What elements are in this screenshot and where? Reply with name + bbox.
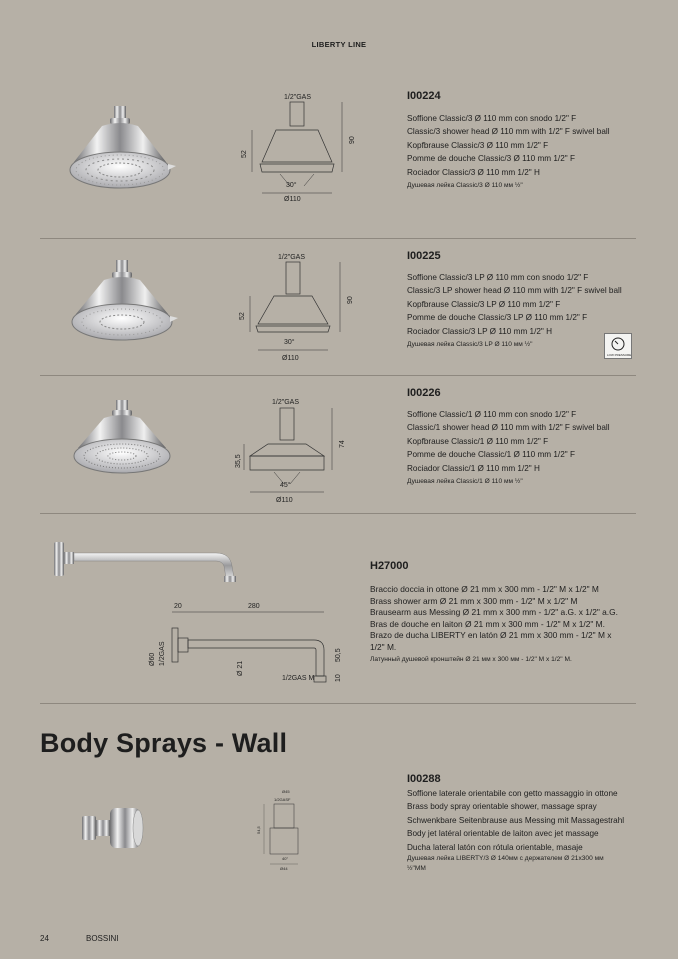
desc-es: Brazo de ducha LIBERTY en latón Ø 21 mm x 300 mm - 1/2" M x xyxy=(370,630,612,641)
desc-fr: Pomme de douche Classic/3 Ø 110 mm 1/2" F xyxy=(407,154,575,164)
dim-angle: 40° xyxy=(282,856,289,861)
technical-drawing-h27000 xyxy=(136,598,352,686)
technical-drawing-i00226 xyxy=(228,394,358,506)
product-code: I00226 xyxy=(407,387,441,399)
dim-top: Ø45 xyxy=(282,789,290,794)
dim-angle: 30° xyxy=(286,182,297,189)
dim-h1: 35,5 xyxy=(235,454,242,468)
technical-drawing-i00288 xyxy=(248,786,328,874)
desc-es-cont: 1/2" M. xyxy=(370,641,397,652)
dim-h1: 52 xyxy=(241,150,248,158)
desc-ru: Душевая лейка Classic/3 Ø 110 мм ½" xyxy=(407,182,523,190)
gauge-icon xyxy=(605,334,631,358)
desc-de: Kopfbrause Classic/1 Ø 110 mm 1/2" F xyxy=(407,436,549,446)
dim-gas: 1/2"GAS xyxy=(278,254,305,261)
divider xyxy=(40,375,636,376)
dim-20: 20 xyxy=(174,603,182,610)
desc-es: Rociador Classic/3 Ø 110 mm 1/2" H xyxy=(407,167,540,177)
desc-it: Braccio doccia in ottone Ø 21 mm x 300 mm - 1/2" M x 1/2" M xyxy=(370,584,599,594)
desc-ru: Душевая лейка LIBERTY/3 Ø 140мм с держателем Ø 21х300 мм xyxy=(407,855,604,863)
desc-it: Soffione Classic/3 Ø 110 mm con snodo 1/2" F xyxy=(407,114,577,123)
desc-ru-cont: ½"ММ xyxy=(407,865,426,873)
desc-it: Soffione laterale orientabile con getto massaggio in ottone xyxy=(407,789,618,798)
dim-dia: Ø44 xyxy=(280,866,288,871)
dim-dia: Ø110 xyxy=(276,497,293,504)
brand-name: BOSSINI xyxy=(86,934,119,943)
line-title: LIBERTY LINE xyxy=(311,40,367,49)
desc-en: Classic/3 LP shower head Ø 110 mm with 1/2" F swivel ball xyxy=(407,286,622,296)
dim-gas-vertical: 1/2GAS xyxy=(159,641,166,666)
dim-gas: 1/2"GAS xyxy=(284,94,311,101)
dim-h: 54,5 xyxy=(256,826,261,834)
technical-drawing-i00224 xyxy=(228,90,358,208)
product-code: I00288 xyxy=(407,773,441,785)
dim-h1: 52 xyxy=(239,312,246,320)
product-description xyxy=(407,271,622,351)
desc-en: Brass shower arm Ø 21 mm x 300 mm - 1/2" M x 1/2" M xyxy=(370,595,578,606)
desc-ru: Душевая лейка Classic/3 LP Ø 110 мм ½" xyxy=(407,341,533,349)
dim-h2: 74 xyxy=(339,440,346,448)
dim-angle: 30° xyxy=(284,339,295,346)
shower-arm-image xyxy=(44,536,244,586)
divider xyxy=(40,703,636,704)
desc-it: Soffione Classic/3 LP Ø 110 mm con snodo 1/2" F xyxy=(407,273,589,282)
dim-h2: 90 xyxy=(347,296,354,304)
desc-en: Brass body spray orientable shower, massage spray xyxy=(407,802,597,812)
desc-es: Rociador Classic/1 Ø 110 mm 1/2" H xyxy=(407,463,540,473)
dim-gas-m: 1/2GAS M xyxy=(282,675,315,682)
desc-it: Soffione Classic/1 Ø 110 mm con snodo 1/2" F xyxy=(407,410,577,419)
product-description xyxy=(407,112,610,192)
page-number: 24 xyxy=(40,934,49,943)
dim-h2: 90 xyxy=(349,136,356,144)
dim-gas: 1/2"GAS xyxy=(272,399,299,406)
desc-es: Rociador Classic/3 LP Ø 110 mm 1/2" H xyxy=(407,326,553,336)
desc-ru: Душевая лейка Classic/1 Ø 110 мм ½" xyxy=(407,478,523,486)
desc-es: Ducha lateral latón con rótula orientable, masaje xyxy=(407,842,583,852)
dim-280: 280 xyxy=(248,603,260,610)
product-code: I00224 xyxy=(407,90,441,102)
product-description xyxy=(407,408,610,488)
desc-ru: Латунный душевой кронштейн Ø 21 мм х 300 мм - 1/2" М х 1/2" М. xyxy=(370,655,572,663)
low-pressure-label: LOW PRESSURE xyxy=(607,353,631,357)
dim-60: Ø60 xyxy=(149,652,156,666)
desc-fr: Bras de douche en laiton Ø 21 mm x 300 mm - 1/2" M x 1/2" M. xyxy=(370,618,605,629)
low-pressure-badge xyxy=(604,333,632,359)
product-code: I00225 xyxy=(407,250,441,262)
section-title: Body Sprays - Wall xyxy=(40,728,288,758)
shower-head-classic1-image xyxy=(64,398,184,480)
dim-gas: 1/2GASF xyxy=(274,797,291,802)
divider xyxy=(40,513,636,514)
dim-21: Ø 21 xyxy=(237,660,244,676)
desc-fr: Body jet latéral orientable de laiton avec jet massage xyxy=(407,829,599,839)
shower-head-classic3-image xyxy=(62,104,182,196)
dim-dia: Ø110 xyxy=(284,196,301,203)
product-description xyxy=(407,787,624,874)
dim-angle: 45° xyxy=(280,482,291,489)
shower-head-classic3-lp-image xyxy=(64,258,184,348)
body-spray-image xyxy=(78,800,148,856)
desc-de: Kopfbrause Classic/3 LP Ø 110 mm 1/2" F xyxy=(407,299,561,309)
desc-fr: Pomme de douche Classic/1 Ø 110 mm 1/2" F xyxy=(407,450,575,460)
dim-10: 10 xyxy=(335,674,342,682)
product-code: H27000 xyxy=(370,560,409,572)
dim-50: 50,5 xyxy=(335,648,342,662)
desc-de: Kopfbrause Classic/3 Ø 110 mm 1/2" F xyxy=(407,140,549,150)
dim-dia: Ø110 xyxy=(282,355,299,362)
product-description xyxy=(370,584,618,665)
desc-en: Classic/3 shower head Ø 110 mm with 1/2" F swivel ball xyxy=(407,127,610,137)
divider xyxy=(40,238,636,239)
desc-en: Classic/1 shower head Ø 110 mm with 1/2" F swivel ball xyxy=(407,423,610,433)
desc-de: Schwenkbare Seitenbrause aus Messing mit Massagestrahl xyxy=(407,815,625,825)
technical-drawing-i00225 xyxy=(228,250,358,366)
desc-fr: Pomme de douche Classic/3 LP Ø 110 mm 1/2" F xyxy=(407,313,588,323)
desc-de: Brausearm aus Messing Ø 21 mm x 300 mm - 1/2" a.G. x 1/2" a.G. xyxy=(370,607,618,618)
